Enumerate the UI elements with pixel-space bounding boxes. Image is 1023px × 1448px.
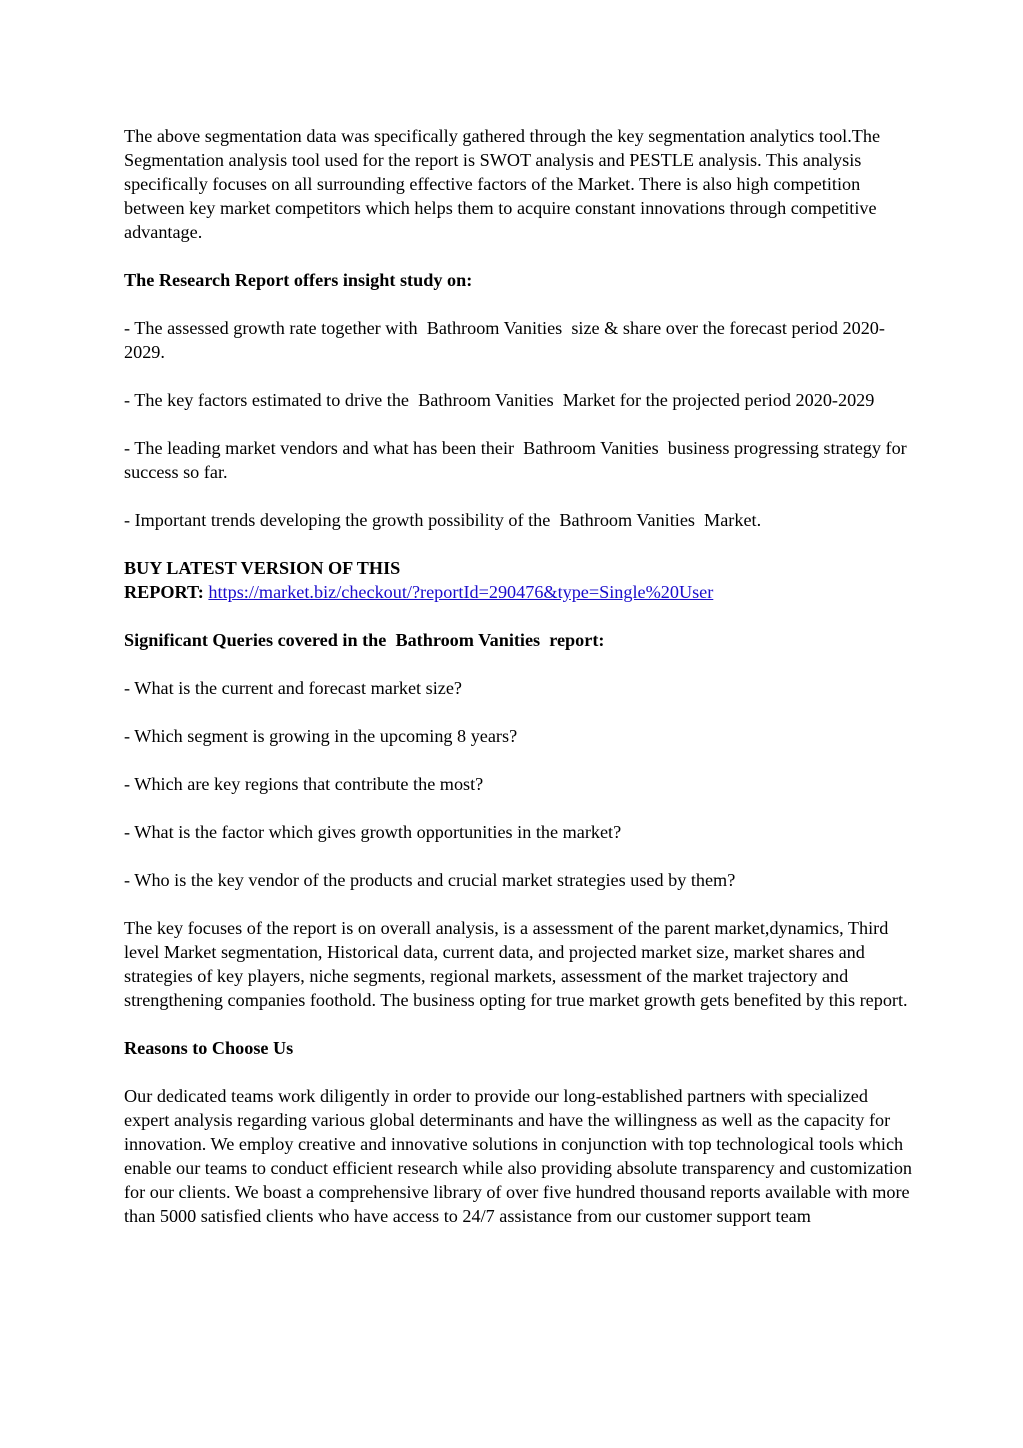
insight-heading: The Research Report offers insight study on: (124, 270, 473, 290)
buy-heading-line1: BUY LATEST VERSION OF THIS (124, 558, 401, 578)
buy-report-label: REPORT: (124, 582, 204, 602)
insight-item-key-factors: - The key factors estimated to drive the Bathroom Vanities Market for the projected period 2020-2029 (124, 390, 875, 410)
buy-heading-line2 (124, 580, 914, 604)
query-item-growth-factor: - What is the factor which gives growth opportunities in the market? (124, 822, 622, 842)
queries-heading: Significant Queries covered in the Bathroom Vanities report: (124, 630, 605, 650)
insight-item-important-trends: - Important trends developing the growth possibility of the Bathroom Vanities Market. (124, 510, 762, 530)
intro-paragraph: The above segmentation data was specifically gathered through the key segmentation analytics tool.The Segmentation analysis tool used for the report is SWOT analysis and PESTLE analysis. This analysis specifically focuses on all surrounding effective factors of the Market. There is also high competition between key market competitors which helps them to acquire constant innovations through competitive advantage. (124, 126, 885, 242)
document-page (124, 124, 917, 1228)
reasons-paragraph: Our dedicated teams work diligently in order to provide our long-established partners with specialized expert analysis regarding various global determinants and have the willingness as well as the capacity for innovation. We employ creative and innovative solutions in conjunction with top technological tools which enable our teams to conduct efficient research while also providing absolute transparency and customization for our clients. We boast a comprehensive library of over five hundred thousand reports available with more than 5000 satisfied clients who have access to 24/7 assistance from our customer support team (124, 1086, 917, 1226)
insight-item-growth-rate: - The assessed growth rate together with Bathroom Vanities size & share over the forecast period 2020-2029. (124, 318, 885, 362)
focus-paragraph: The key focuses of the report is on overall analysis, is a assessment of the parent market,dynamics, Third level Market segmentation, Historical data, current data, and projected market size, market shares and strategies of key players, niche segments, regional markets, assessment of the market trajectory and strengthening companies foothold. The business opting for true market growth gets benefited by this report. (124, 918, 908, 1010)
checkout-link[interactable]: https://market.biz/checkout/?reportId=290476&type=Single%20User (208, 582, 714, 602)
query-item-key-regions: - Which are key regions that contribute the most? (124, 774, 484, 794)
reasons-heading: Reasons to Choose Us (124, 1038, 294, 1058)
query-item-key-vendor: - Who is the key vendor of the products and crucial market strategies used by them? (124, 870, 736, 890)
insight-item-market-vendors: - The leading market vendors and what has been their Bathroom Vanities business progressing strategy for success so far. (124, 438, 912, 482)
query-item-market-size: - What is the current and forecast market size? (124, 678, 462, 698)
query-item-growing-segment: - Which segment is growing in the upcoming 8 years? (124, 726, 518, 746)
